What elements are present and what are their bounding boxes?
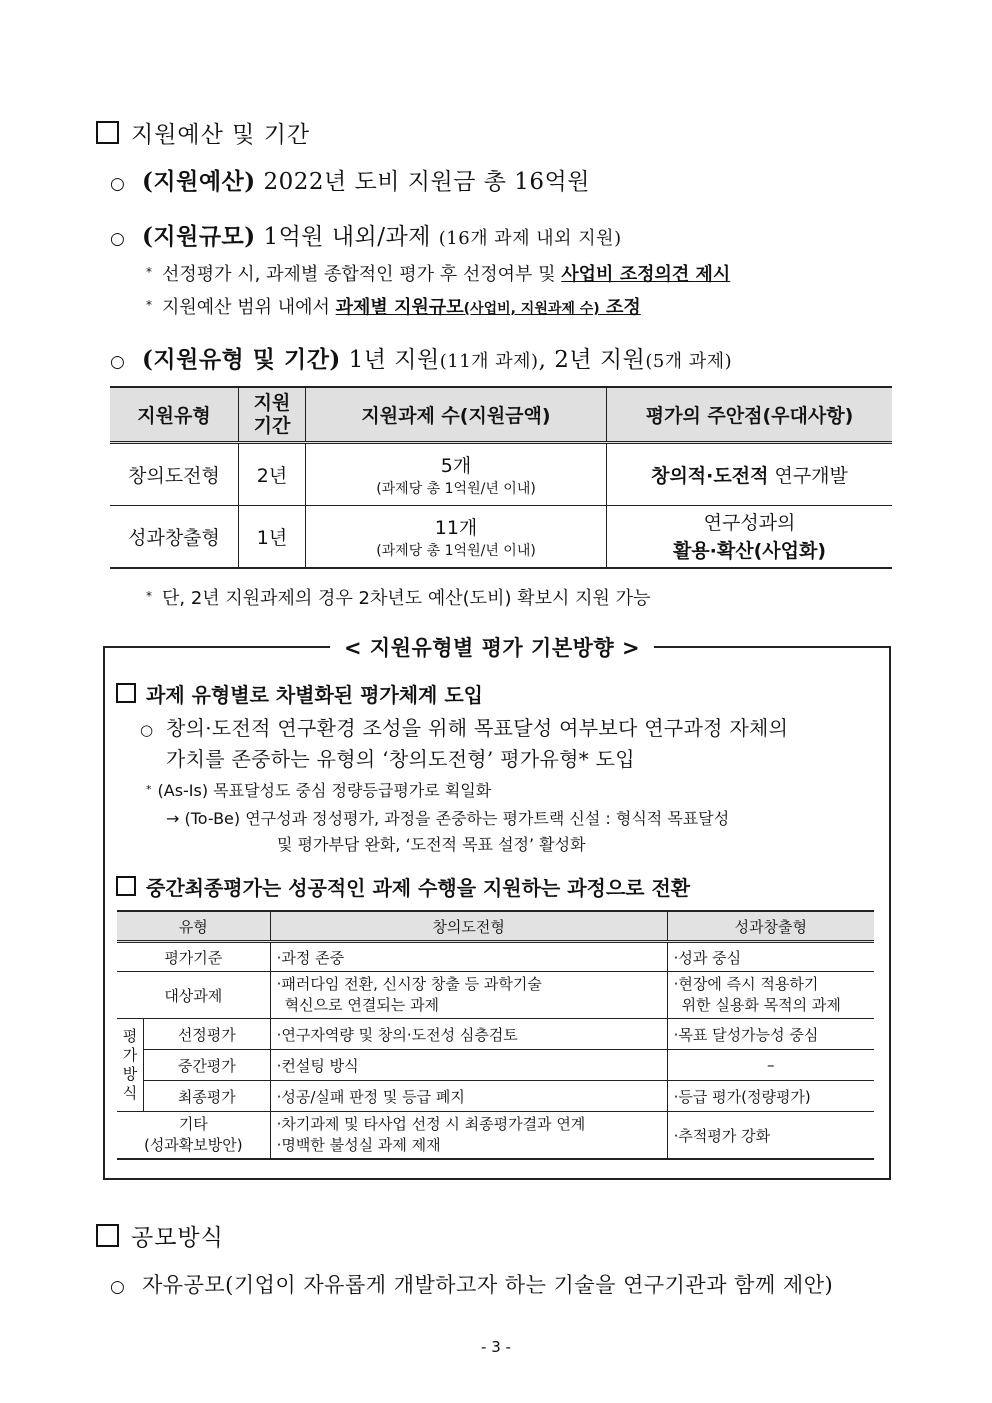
checkbox-square-icon [116, 876, 136, 896]
circle-bullet-icon: ○ [110, 174, 126, 194]
scale-item: ○ (지원규모) 1억원 내외/과제 (16개 과제 내외 지원) [110, 223, 622, 250]
table-row: 평가기준 ·과정 존중 ·성과 중심 [117, 942, 874, 972]
checkbox-square-icon [96, 121, 119, 144]
note-selection: * 선정평가 시, 과제별 종합적인 평가 후 선정여부 및 사업비 조정의견 제시 [146, 264, 731, 285]
col-header-count: 지원과제 수(지원금액) [306, 387, 607, 443]
method-item: ○ 자유공모(기업이 자유롭게 개발하고자 하는 기술을 연구기관과 함께 제안) [110, 1273, 834, 1297]
type-item: ○ (지원유형 및 기간) 1년 지원(11개 과제), 2년 지원(5개 과제) [110, 346, 733, 373]
table-row: 평 가 방 식 선정평가 ·연구자역량 및 창의·도전성 심층검토 ·목표 달성가능성 중심 [117, 1019, 874, 1050]
section-title-method: 공모방식 [96, 1219, 224, 1252]
table-header-row [110, 387, 892, 443]
box-title: < 지원유형별 평가 기본방향 > [330, 632, 654, 662]
section-title-budget: 지원예산 및 기간 [96, 116, 310, 149]
circle-bullet-icon: ○ [110, 229, 126, 249]
support-type-table [110, 386, 892, 569]
checkbox-square-icon [96, 1224, 119, 1247]
box-item-1: ○ 창의·도전적 연구환경 조성을 위해 목표달성 여부보다 연구과정 자체의 [140, 716, 789, 740]
page-number: - 3 - [481, 1338, 511, 1356]
table-row: 성과창출형 1년 11개 (과제당 총 1억원/년 이내) 연구성과의 활용·확산(사업화) [110, 506, 892, 569]
col-header-period: 지원 기간 [239, 387, 306, 443]
table-row: 창의도전형 2년 5개 (과제당 총 1억원/년 이내) 창의적·도전적 연구개발 [110, 443, 892, 506]
box-note-tobe: → (To-Be) 연구성과 정성평가, 과정을 존중하는 평가트랙 신설 : 형식적 목표달성 [166, 809, 730, 828]
note-budget-range: * 지원예산 범위 내에서 과제별 지원규모(사업비, 지원과제 수) 조정 [146, 297, 641, 318]
table-row: 대상과제 ·패러다임 전환, 신시장 창출 등 과학기술 혁신으로 연결되는 과제 ·현장에 즉시 적용하기 위한 실용화 목적의 과제 [117, 972, 874, 1019]
circle-bullet-icon: ○ [110, 1277, 126, 1297]
table-row: 중간평가 ·컨설팅 방식 – [117, 1050, 874, 1081]
checkbox-square-icon [116, 683, 136, 703]
box-section-1: 과제 유형별로 차별화된 평가체계 도입 [116, 679, 483, 708]
box-note-asis: * (As-Is) 목표달성도 중심 정량등급평가로 획일화 [146, 781, 492, 800]
table-row: 기타 (성과확보방안) ·차기과제 및 타사업 선정 시 최종평가결과 연계 ·명백한 불성실 과제 제재 ·추적평가 강화 [117, 1112, 874, 1160]
evaluation-table [117, 910, 874, 1160]
col-header-type: 지원유형 [110, 387, 239, 443]
box-note-tobe-line2: 및 평가부담 완화, ‘도전적 목표 설정’ 활성화 [277, 835, 586, 854]
box-item-1-line2: 가치를 존중하는 유형의 ‘창의도전형’ 평가유형* 도입 [166, 747, 635, 771]
col-header-focus: 평가의 주안점(우대사항) [607, 387, 893, 443]
budget-item: ○ (지원예산) 2022년 도비 지원금 총 16억원 [110, 168, 590, 195]
box-section-2: 중간최종평가는 성공적인 과제 수행을 지원하는 과정으로 전환 [116, 872, 690, 901]
table-row: 최종평가 ·성공/실패 판정 및 등급 폐지 ·등급 평가(정량평가) [117, 1081, 874, 1112]
table-header-row: 유형 창의도전형 성과창출형 [117, 911, 874, 942]
note-two-year: * 단, 2년 지원과제의 경우 2차년도 예산(도비) 확보시 지원 가능 [146, 588, 651, 609]
circle-bullet-icon: ○ [110, 352, 126, 372]
